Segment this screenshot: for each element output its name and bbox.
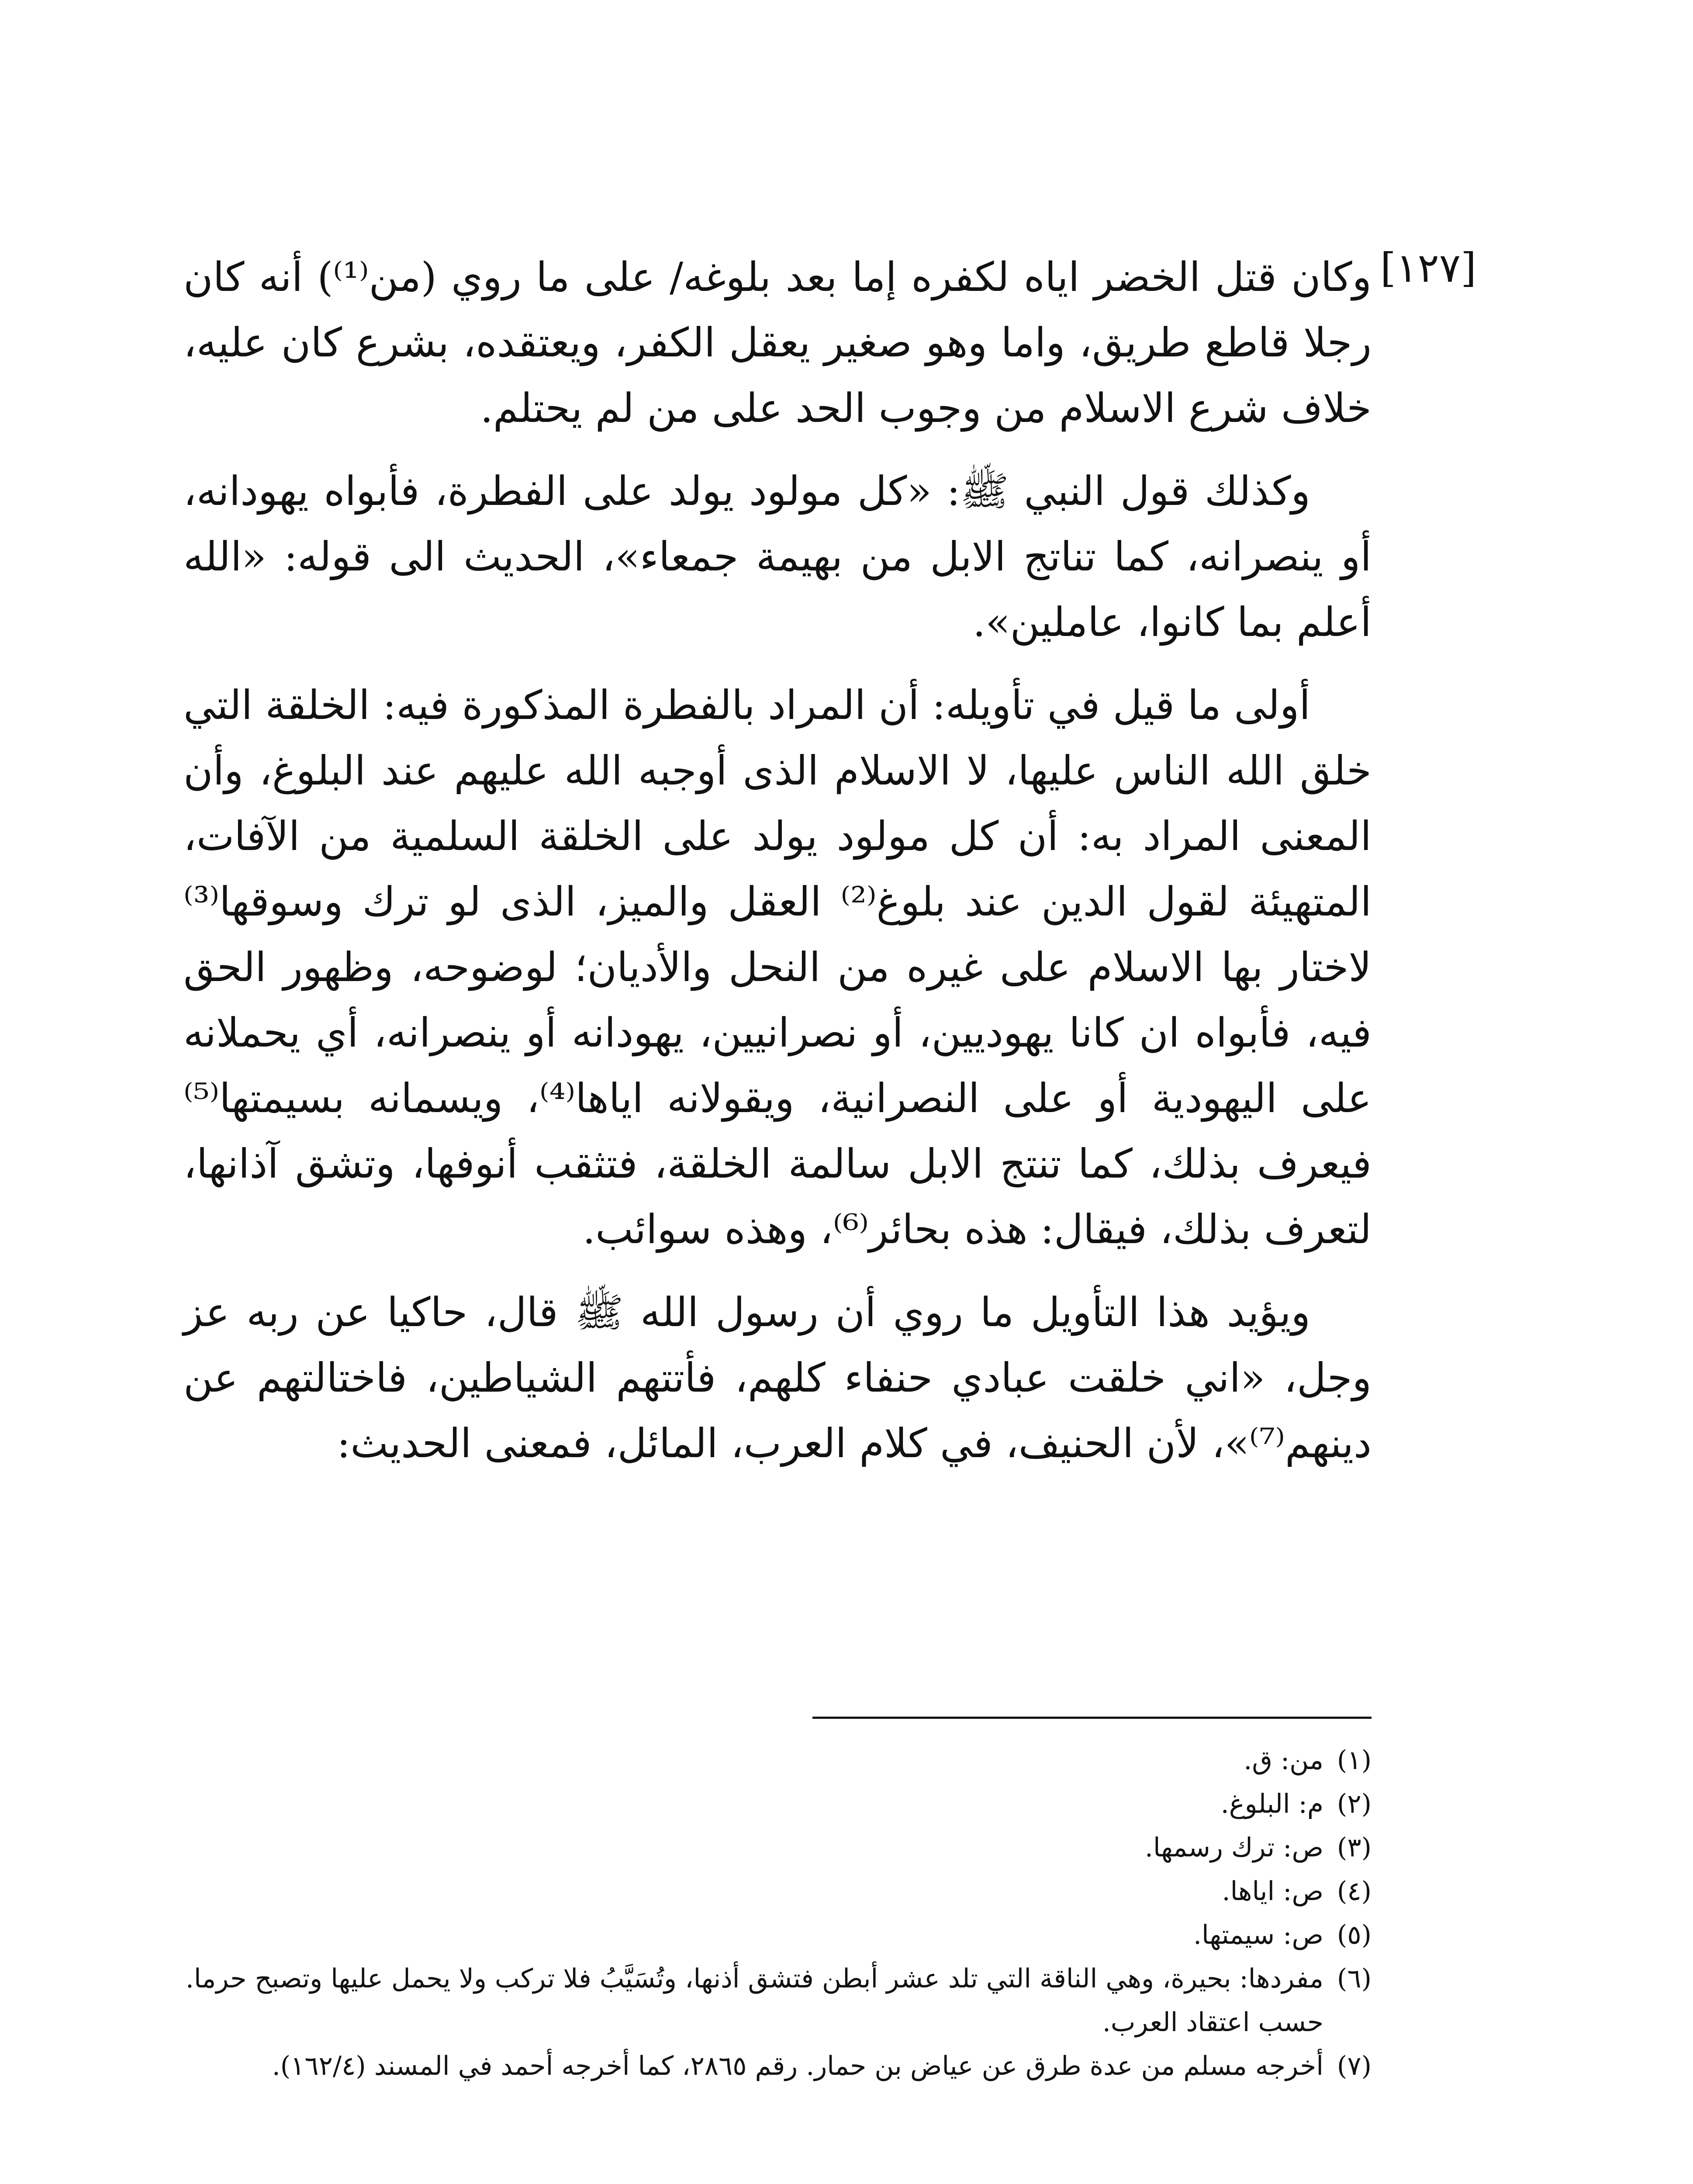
footnote-divider: [812, 1717, 1372, 1719]
paragraph: وكان قتل الخضر اياه لكفره إما بعد بلوغه/ على ما روي (من⁽¹⁾) أنه كان رجلا قاطع طريق، واما وهو صغير يعقل الكفر، ويعتقده، بشرع كان عليه، خلاف شرع الاسلام من وجوب الحد على من لم يحتلم.: [183, 254, 1372, 432]
footnote-text: من: ق.: [1244, 1745, 1323, 1776]
footnote-number: (٣): [1337, 1832, 1372, 1863]
footnote-text: مفردها: بحيرة، وهي الناقة التي تلد عشر أبطن فتشق أذنها، وتُسَيَّبُ فلا تركب ولا يحمل عليها وتصبح حرما. حسب اعتقاد العرب.: [185, 1963, 1323, 2038]
footnote-text: ص: ترك رسمها.: [1144, 1832, 1323, 1863]
footnote-text: أخرجه مسلم من عدة طرق عن عياض بن حمار. رقم ٢٨٦٥، كما أخرجه أحمد في المسند (١٦٢/٤).: [272, 2051, 1323, 2081]
paragraph: أولى ما قيل في تأويله: أن المراد بالفطرة المذكورة فيه: الخلقة التي خلق الله الناس عليها، لا الاسلام الذى أوجبه الله عليهم عند البلوغ، وأن المعنى المراد به: أن كل مولود يولد على الخلقة السلمية من الآفات، المتهيئة لقول الدين عند بلوغ⁽²⁾ العقل والميز، الذى لو ترك وسوقها⁽³⁾ لاختار بها الاسلام على غيره من النحل والأديان؛ لوضوحه، وظهور الحق فيه، فأبواه ان كانا يهوديين، أو نصرانيين، يهودانه أو ينصرانه، أي يحملانه على اليهودية أو على النصرانية، ويقولانه اياها⁽⁴⁾، ويسمانه بسيمتها⁽⁵⁾ فيعرف بذلك، كما تنتج الابل سالمة الخلقة، فتثقب أنوفها، وتشق آذانها، لتعرف بذلك، فيقال: هذه بحائر⁽⁶⁾، وهذه سوائب.: [183, 682, 1372, 1253]
footnotes: [183, 1738, 1372, 2088]
footnote: [183, 1826, 1372, 1870]
footnote: [183, 1957, 1372, 2044]
main-text: [183, 245, 1372, 1494]
footnote: [183, 1782, 1372, 1826]
footnote-number: (٥): [1337, 1920, 1372, 1950]
footnote-text: ص: اياها.: [1222, 1876, 1323, 1907]
footnote-text: م: البلوغ.: [1220, 1789, 1323, 1819]
folio-marker: [١٢٧]: [1380, 245, 1477, 291]
footnote-text: ص: سيمتها.: [1193, 1920, 1323, 1950]
footnote-number: (٦): [1337, 1963, 1372, 1994]
footnote: [183, 1738, 1372, 1782]
footnote-number: (١): [1337, 1745, 1372, 1776]
footnote-number: (٢): [1337, 1789, 1372, 1819]
footnote: [183, 1913, 1372, 1957]
footnote-number: (٤): [1337, 1876, 1372, 1907]
paragraph: ويؤيد هذا التأويل ما روي أن رسول الله ﷺ قال، حاكيا عن ربه عز وجل، «اني خلقت عبادي حنفاء كلهم، فأتتهم الشياطين، فاختالتهم عن دينهم⁽⁷⁾»، لأن الحنيف، في كلام العرب، المائل، فمعنى الحديث:: [183, 1289, 1372, 1467]
footnote: [183, 2044, 1372, 2088]
paragraph: وكذلك قول النبي ﷺ: «كل مولود يولد على الفطرة، فأبواه يهودانه، أو ينصرانه، كما تناتج الابل من بهيمة جمعاء»، الحديث الى قوله: «الله أعلم بما كانوا، عاملين».: [183, 468, 1372, 646]
footnote-number: (٧): [1337, 2051, 1372, 2081]
footnote: [183, 1870, 1372, 1913]
